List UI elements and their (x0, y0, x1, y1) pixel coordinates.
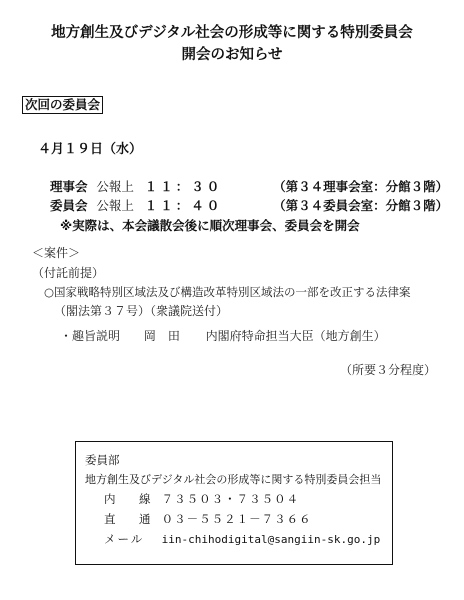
contact-committee: 地方創生及びデジタル社会の形成等に関する特別委員会担当 (85, 473, 382, 486)
session-time: １１：３０ (144, 179, 223, 194)
next-meeting-heading: 次回の委員会 (22, 96, 103, 114)
contact-extension-row (104, 491, 299, 507)
agenda-sublabel: （付託前提） (32, 266, 105, 280)
agenda-label: ＜案件＞ (32, 246, 81, 260)
session-row-riji (50, 177, 448, 195)
session-time: １１：４０ (144, 198, 223, 213)
bill-title: ○国家戦略特別区域法及び構造改革特別区域法の一部を改正する法律案 (44, 285, 411, 299)
session-name: 委員会 (50, 198, 88, 213)
duration: （所要３分程度） (339, 363, 436, 377)
session-name: 理事会 (50, 179, 88, 194)
explanation-row (60, 327, 386, 344)
mail-label: メール (104, 532, 145, 546)
direct-label: 直 通 (104, 512, 157, 526)
session-kanpo: 公報上 (96, 179, 134, 194)
session-kanpo: 公報上 (96, 198, 134, 213)
session-row-iinkai (50, 196, 448, 214)
contact-mail-row (104, 531, 380, 547)
mail-address[interactable]: iin-chihodigital@sangiin-sk.go.jp (161, 533, 381, 546)
extension-value: ７３５０３・７３５０４ (161, 492, 300, 506)
direct-value: ０３－５５２１－７３６６ (161, 512, 312, 526)
page-title-line2: 開会のお知らせ (181, 47, 283, 63)
schedule-note: ※実際は、本会議散会後に順次理事会、委員会を開会 (60, 218, 360, 233)
session-place: （第３４委員会室：分館３階） (273, 198, 449, 213)
explanation-name: 岡 田 (143, 329, 180, 343)
contact-dept: 委員部 (85, 453, 120, 467)
meeting-date: ４月１９日（水） (38, 142, 143, 157)
page-title-line1: 地方創生及びデジタル社会の形成等に関する特別委員会 (51, 25, 413, 41)
extension-label: 内 線 (104, 492, 157, 506)
explanation-label: ・趣旨説明 (60, 329, 121, 343)
explanation-title: 内閣府特命担当大臣（地方創生） (205, 329, 386, 343)
bill-number: （閣法第３７号）（衆議院送付） (54, 304, 229, 318)
session-place: （第３４理事会室：分館３階） (273, 179, 449, 194)
contact-direct-row (104, 511, 312, 527)
